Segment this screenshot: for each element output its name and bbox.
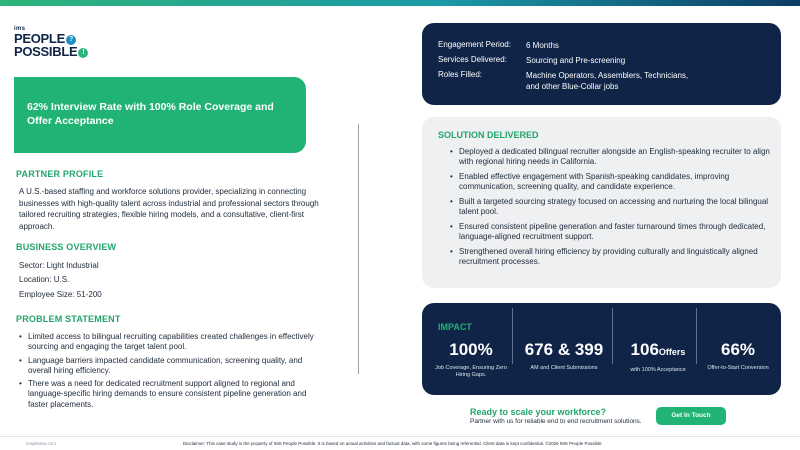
metric-value xyxy=(516,339,612,361)
page-title: 62% Interview Rate with 100% Role Coverage and Offer Acceptance xyxy=(27,101,274,127)
footer-url-link[interactable]: imsplease.com xyxy=(26,441,57,446)
solution-item: • Enabled effective engagement with Spanish-speaking candidates, improving communication, screening quality, and candidate experience. xyxy=(450,172,772,193)
solution-item: • Strengthened overall hiring efficiency by providing culturally and linguistically aligned recruitment processes. xyxy=(450,247,772,268)
roles-filled-value-1: Machine Operators, Assemblers, Technicians, xyxy=(526,71,689,80)
problem-statement-title: PROBLEM STATEMENT xyxy=(16,314,121,324)
metric-submissions xyxy=(516,339,612,372)
metric-unit: Offers xyxy=(658,347,686,357)
logo-ims-text: ims xyxy=(14,26,26,32)
footer-disclaimer: Disclaimer: This case study is the property of IMS People Possible. It is based on actual activities and factual data, with some figures being referential. Client data is kept confidential. ©2026 IMS People Possible xyxy=(183,441,602,446)
metric-conversion xyxy=(700,339,776,372)
overview-employee-size: Employee Size: 51-200 xyxy=(19,290,102,299)
footer xyxy=(0,436,800,450)
partner-profile-title: PARTNER PROFILE xyxy=(16,169,104,179)
question-badge-icon: ? xyxy=(66,35,76,45)
metric-number: 676 & 399 xyxy=(524,340,604,359)
metric-number: 106 xyxy=(630,340,659,359)
impact-title: IMPACT xyxy=(438,322,472,332)
logo-word-people: PEOPLE xyxy=(14,31,65,46)
problem-list xyxy=(19,332,324,413)
metric-divider xyxy=(512,308,513,364)
metric-desc: AM and Client Submissions xyxy=(530,365,598,371)
engagement-period-label: Engagement Period: xyxy=(438,40,511,49)
metric-number: 100% xyxy=(449,340,493,359)
logo-line-2 xyxy=(14,45,124,58)
solution-item: • Ensured consistent pipeline generation and faster turnaround times through dedicated, language-aligned recruitment support. xyxy=(450,222,772,243)
headline-card xyxy=(14,77,306,153)
overview-location: Location: U.S. xyxy=(19,275,70,284)
metric-value xyxy=(434,339,508,361)
metric-number: 66% xyxy=(720,340,756,359)
problem-item: • There was a need for dedicated recruitment support aligned to regional and language-specific hiring demands to ensure consistent pipeline generation and faster placements. xyxy=(19,379,324,410)
solution-card xyxy=(422,117,781,288)
metric-divider xyxy=(612,308,613,364)
metric-desc: Job Coverage, Ensuring Zero Hiring Gaps. xyxy=(435,365,507,378)
engagement-period-value: 6 Months xyxy=(526,41,559,50)
solution-item: • Deployed a dedicated bilingual recruiter alongside an English-speaking recruiter to align with regional hiring needs in California. xyxy=(450,147,772,168)
problem-item: • Limited access to bilingual recruiting capabilities created challenges in effectively sourcing and engaging the target talent pool. xyxy=(19,332,324,353)
roles-filled-label: Roles Filled: xyxy=(438,70,483,79)
business-overview-title: BUSINESS OVERVIEW xyxy=(16,242,117,252)
metric-value xyxy=(618,339,698,363)
metric-offers xyxy=(618,339,698,374)
logo-word-possible: POSSIBLE xyxy=(14,44,78,59)
services-delivered-label: Services Delivered: xyxy=(438,55,507,64)
metric-job-coverage xyxy=(434,339,508,379)
metric-desc: with 100% Acceptance xyxy=(630,367,686,373)
metric-value xyxy=(700,339,776,361)
vertical-divider xyxy=(358,124,359,374)
cta-title: Ready to scale your workforce? xyxy=(470,407,607,417)
overview-sector: Sector: Light Industrial xyxy=(19,261,99,270)
solution-list xyxy=(450,147,772,272)
impact-card xyxy=(422,303,781,395)
get-in-touch-button[interactable]: Get In Touch xyxy=(656,407,726,425)
top-gradient-bar xyxy=(0,0,800,6)
metric-divider xyxy=(696,308,697,364)
solution-title: SOLUTION DELIVERED xyxy=(438,130,539,140)
roles-filled-value-2: and other Blue-Collar jobs xyxy=(526,82,619,91)
solution-item: • Built a targeted sourcing strategy focused on accessing and nurturing the local bilingual talent pool. xyxy=(450,197,772,218)
partner-profile-text: A U.S.-based staffing and workforce solutions provider, specializing in connecting businesses with high-quality talent across industrial and professional sectors through tailored recruiting strategies, flexible hiring models, and a consultative, client-first approach. xyxy=(19,187,319,232)
problem-item: • Language barriers impacted candidate communication, screening quality, and overall hiring efficiency. xyxy=(19,356,324,377)
company-logo xyxy=(14,26,124,58)
metric-desc: Offer-to-Start Conversion xyxy=(707,365,769,371)
services-delivered-value: Sourcing and Pre-screening xyxy=(526,56,626,65)
exclamation-badge-icon: ! xyxy=(78,48,88,58)
cta-subtitle: Partner with us for reliable end to end recruitment solutions. xyxy=(470,418,642,425)
engagement-card xyxy=(422,23,781,105)
